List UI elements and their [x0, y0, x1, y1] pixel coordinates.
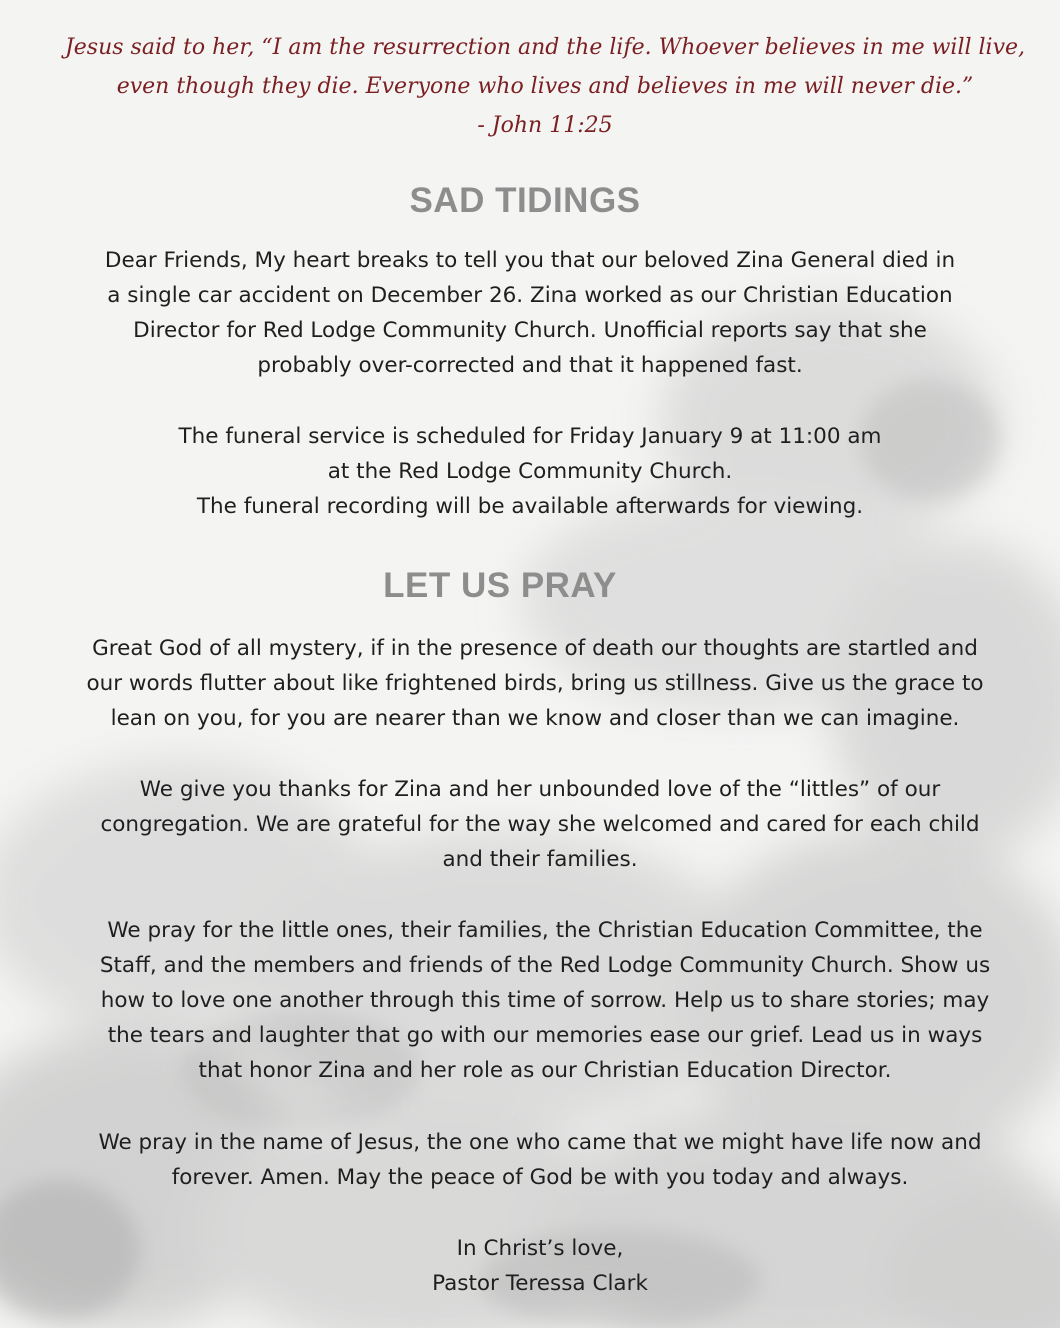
text-line: Director for Red Lodge Community Church. Unofficial reports say that she — [133, 318, 927, 343]
scripture-reference: - John 11:25 — [477, 113, 613, 138]
quote-line: Jesus said to her, “I am the resurrection and the life. Whoever believes in me will live, — [64, 35, 1026, 60]
closing-prayer-paragraph — [30, 1125, 1050, 1195]
funeral-details-paragraph — [40, 419, 1020, 524]
heading-let-us-pray: LET US PRAY — [383, 566, 617, 605]
text-line: congregation. We are grateful for the way she welcomed and cared for each child — [100, 812, 980, 837]
quote-line: even though they die. Everyone who lives and believes in me will never die.” — [116, 74, 974, 99]
scripture-quote — [30, 28, 1060, 145]
text-line: probably over-corrected and that it happened fast. — [257, 353, 803, 378]
text-line: We give you thanks for Zina and her unbounded love of the “littles” of our — [139, 777, 941, 802]
intercession-paragraph — [30, 913, 1060, 1088]
text-line: and their families. — [442, 847, 638, 872]
text-line: We pray in the name of Jesus, the one who came that we might have life now and — [98, 1130, 982, 1155]
text-line: that honor Zina and her role as our Christian Education Director. — [198, 1058, 892, 1083]
prayer-paragraph — [10, 631, 1060, 736]
signature: Pastor Teressa Clark — [432, 1271, 648, 1296]
text-line: the tears and laughter that go with our memories ease our grief. Lead us in ways — [107, 1023, 983, 1048]
text-line: at the Red Lodge Community Church. — [327, 459, 733, 484]
sign-off — [340, 1231, 740, 1301]
thanks-paragraph — [30, 772, 1050, 877]
salutation: In Christ’s love, — [456, 1236, 624, 1261]
text-line: Dear Friends, My heart breaks to tell you that our beloved Zina General died in — [104, 248, 956, 273]
text-line: The funeral service is scheduled for Friday January 9 at 11:00 am — [178, 424, 882, 449]
text-line: our words flutter about like frightened birds, bring us stillness. Give us the grace to — [86, 671, 984, 696]
text-line: forever. Amen. May the peace of God be with you today and always. — [171, 1165, 909, 1190]
text-line: how to love one another through this time of sorrow. Help us to share stories; may — [100, 988, 990, 1013]
text-line: Staff, and the members and friends of the Red Lodge Community Church. Show us — [99, 953, 991, 978]
announcement-paragraph — [40, 243, 1020, 383]
text-line: a single car accident on December 26. Zina worked as our Christian Education — [107, 283, 953, 308]
heading-sad-tidings: SAD TIDINGS — [409, 181, 641, 220]
text-line: Great God of all mystery, if in the presence of death our thoughts are startled and — [92, 636, 978, 661]
text-line: The funeral recording will be available afterwards for viewing. — [196, 494, 864, 519]
text-line: lean on you, for you are nearer than we know and closer than we can imagine. — [110, 706, 960, 731]
text-line: We pray for the little ones, their families, the Christian Education Committee, the — [107, 918, 983, 943]
